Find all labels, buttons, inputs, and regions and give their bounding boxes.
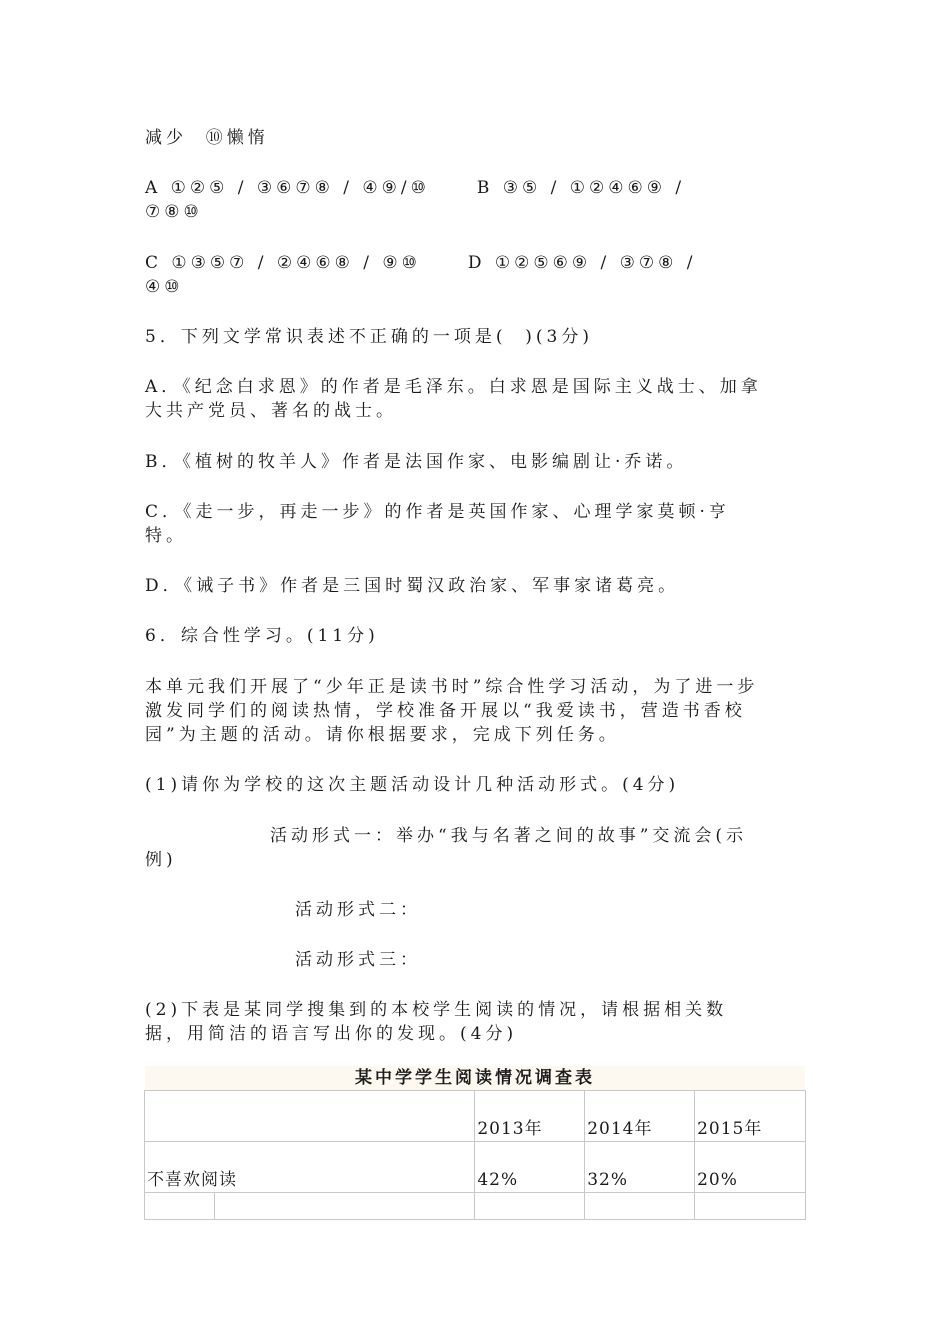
question-6-intro-3: 园”为主题的活动。请你根据要求，完成下列任务。 (145, 725, 620, 745)
row-label-dislike-reading: 不喜欢阅读 (145, 1142, 475, 1193)
question-5-option-c: C．《走一步，再走一步》的作者是英国作家、心理学家莫顿·亨 (145, 502, 730, 522)
question-6-intro-2: 激发同学们的阅读热情，学校准备开展以“我爱读书，营造书香校 (145, 701, 746, 721)
empty-cell (585, 1193, 695, 1220)
table-title: 某中学学生阅读情况调查表 (355, 1068, 595, 1088)
question-5-title: 5．下列文学常识表述不正确的一项是( )(3分) (145, 327, 593, 347)
question-5-option-c-cont: 特。 (145, 526, 187, 546)
option-line-1: 减少 ⑩懒惰 (145, 128, 269, 148)
value-2015: 20% (695, 1142, 806, 1193)
table-header-row (145, 1091, 806, 1142)
task-2-prompt-cont: 据，用简洁的语言写出你的发现。(4分) (145, 1024, 518, 1044)
empty-cell (214, 1193, 474, 1220)
year-2014-header: 2014年 (585, 1091, 695, 1142)
question-5-option-b: B．《植树的牧羊人》作者是法国作家、电影编剧让·乔诺。 (145, 452, 688, 472)
empty-cell (695, 1193, 806, 1220)
option-line-5: ④⑩ (145, 277, 184, 297)
table-row-empty (145, 1193, 806, 1220)
option-line-2: A ①②⑤ / ③⑥⑦⑧ / ④⑨/⑩ B ③⑤ / ①②④⑥⑨ / (145, 178, 686, 198)
activity-form-1: 活动形式一：举办“我与名著之间的故事”交流会(示 (270, 826, 748, 846)
table-row (145, 1142, 806, 1193)
empty-cell (145, 1193, 215, 1220)
question-6-title: 6．综合性学习。(11分) (145, 626, 379, 646)
option-line-3: ⑦⑧⑩ (145, 202, 203, 222)
year-2013-header: 2013年 (475, 1091, 585, 1142)
question-5-option-d: D．《诫子书》作者是三国时蜀汉政治家、军事家诸葛亮。 (145, 576, 680, 596)
task-2-prompt: (2)下表是某同学搜集到的本校学生阅读的情况，请根据相关数 (145, 1000, 728, 1020)
activity-form-2: 活动形式二： (295, 900, 421, 920)
year-2015-header: 2015年 (695, 1091, 806, 1142)
empty-cell (475, 1193, 585, 1220)
activity-form-1-cont: 例) (145, 850, 177, 870)
value-2013: 42% (475, 1142, 585, 1193)
value-2014: 32% (585, 1142, 695, 1193)
question-6-intro-1: 本单元我们开展了“少年正是读书时”综合性学习活动，为了进一步 (145, 677, 759, 697)
activity-form-3: 活动形式三： (295, 950, 421, 970)
task-1-prompt: (1)请你为学校的这次主题活动设计几种活动形式。(4分) (145, 775, 680, 795)
question-5-option-a: A．《纪念白求恩》的作者是毛泽东。白求恩是国际主义战士、加拿 (145, 377, 762, 397)
table-corner-cell (145, 1091, 475, 1142)
option-line-4: C ①③⑤⑦ / ②④⑥⑧ / ⑨⑩ D ①②⑤⑥⑨ / ③⑦⑧ / (145, 253, 697, 273)
question-5-option-a-cont: 大共产党员、著名的战士。 (145, 401, 397, 421)
reading-survey-table (144, 1090, 806, 1220)
